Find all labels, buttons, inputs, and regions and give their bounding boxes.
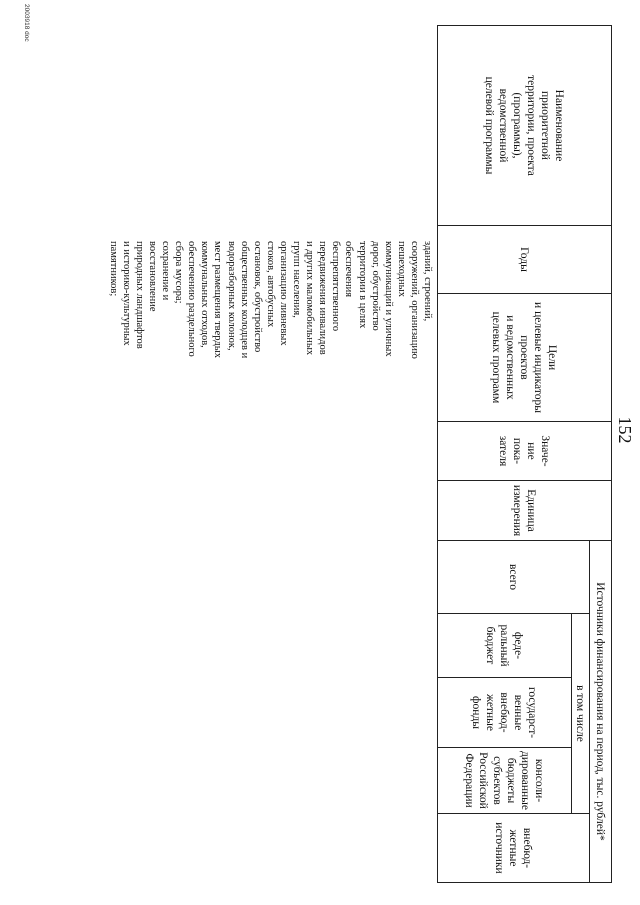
text-line: сбора мусора; [173,241,185,304]
text-line: обеспечения [343,241,355,298]
table-header [437,25,612,883]
text-line: групп населения, [291,241,303,318]
col-extrabudget-sources: внебюд- жетные источники [493,822,534,874]
footer-note: 2003918 doc [23,4,30,42]
text-line: остановок, обустройство [251,241,263,353]
col-federal-budget: феде- ральный бюджет [484,624,525,667]
text-line: коммунальных отходов, [199,241,211,348]
goals-cell-text [107,241,434,541]
col-territory-name: Наименование приоритетной территории, проекта (программы), ведомственной целевой программы [483,75,566,176]
col-years: Годы [518,247,531,272]
text-line: пешеходных [395,241,407,297]
text-line: передвижения инвалидов [317,241,329,355]
col-regional-budgets: консоли- дированные бюджеты субъектов Российской Федерации [463,750,546,811]
text-line: территории в целях [356,241,368,329]
text-line: природных ландшафтов [133,241,145,349]
col-indicator-value: Значе- ние пока- зателя [497,435,552,467]
text-line: и других маломобильных [304,241,316,356]
text-line: стоков, автобусных [264,241,276,328]
col-goals-indicators: Цели и целевые индикаторы проектов и ведомственных целевых программ [490,302,559,413]
col-total: всего [507,564,520,590]
text-line: общественных колодцев и [238,241,250,359]
text-line: водоразборных колонок, [225,241,237,351]
text-line: обеспечению раздельного [186,241,198,357]
text-line: организацию ливневых [277,241,289,346]
text-line: сохранение и [160,241,172,301]
text-line: беспрепятственного [330,241,342,332]
funding-sources-title: Источники финансирования на период, тыс. рублей* [594,582,607,841]
col-unit: Единица измерения [511,484,538,537]
text-line: мест размещения твердых [212,241,224,358]
including-label: в том числе [574,685,587,742]
text-line: восстановление [147,241,159,312]
text-line: и историко-культурных [120,241,132,346]
text-line: зданий, строений, [422,241,433,322]
text-line: дорог, обустройство [369,241,381,331]
text-line: коммуникаций и уличных [382,241,394,357]
text-line: памятников; [107,241,119,297]
page-number: 152 [615,416,635,444]
col-state-extrabudget-funds: государст- венные внебюд- жетные фонды [470,686,539,739]
text-line: сооружений, организацию [408,241,420,359]
